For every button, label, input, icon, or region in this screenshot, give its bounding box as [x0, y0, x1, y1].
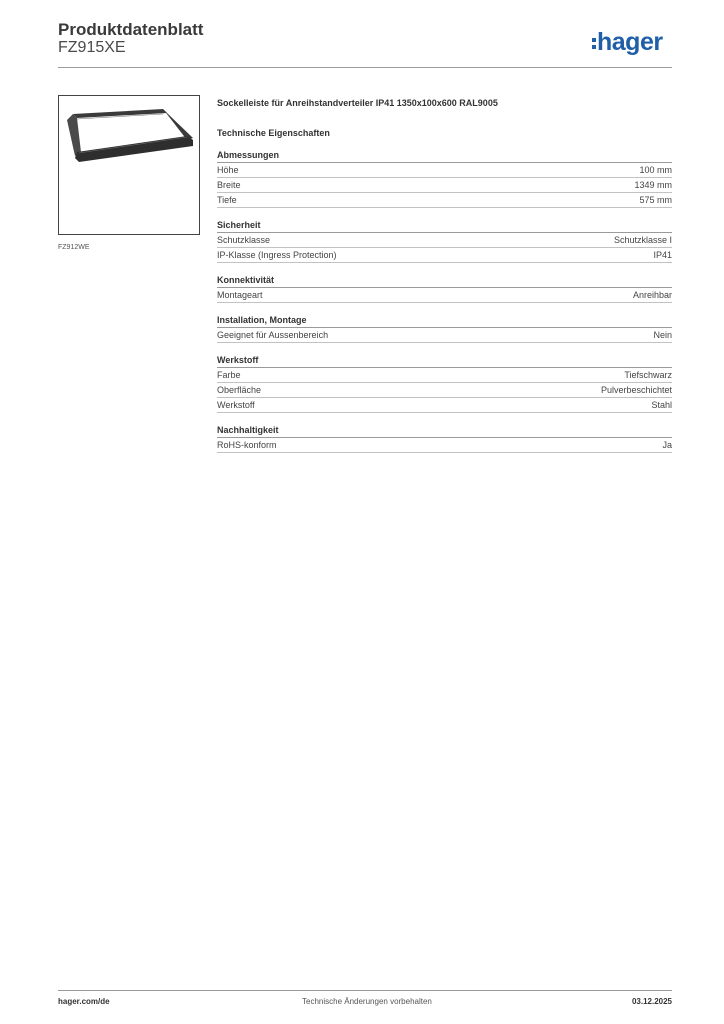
spec-label: Schutzklasse: [217, 235, 271, 245]
logo-dots-icon: [592, 35, 596, 52]
spec-row: [217, 383, 672, 398]
spec-label: RoHS-konform: [217, 440, 277, 450]
spec-group: [217, 219, 672, 263]
spec-content: [217, 96, 672, 464]
spec-group: [217, 314, 672, 343]
product-image: [58, 95, 200, 235]
spec-row: [217, 368, 672, 383]
spec-value: Ja: [662, 440, 672, 450]
footer-website: hager.com/de: [58, 997, 110, 1006]
spec-row: [217, 233, 672, 248]
brand-logo: [592, 28, 663, 57]
spec-value: Nein: [653, 330, 672, 340]
spec-label: Geeignet für Aussenbereich: [217, 330, 329, 340]
spec-group-title: Installation, Montage: [217, 314, 672, 328]
logo-text: hager: [597, 28, 663, 56]
spec-group-title: Konnektivität: [217, 274, 672, 288]
footer-divider: [58, 990, 672, 991]
spec-label: Höhe: [217, 165, 239, 175]
spec-row: [217, 178, 672, 193]
header-divider: [58, 67, 672, 68]
spec-label: IP-Klasse (Ingress Protection): [217, 250, 337, 260]
spec-label: Oberfläche: [217, 385, 262, 395]
spec-label: Farbe: [217, 370, 241, 380]
spec-group-title: Werkstoff: [217, 354, 672, 368]
spec-value: IP41: [653, 250, 672, 260]
spec-row: [217, 438, 672, 453]
spec-value: Tiefschwarz: [624, 370, 672, 380]
spec-value: Stahl: [651, 400, 672, 410]
spec-group-title: Nachhaltigkeit: [217, 424, 672, 438]
spec-row: [217, 398, 672, 413]
spec-group-title: Abmessungen: [217, 149, 672, 163]
spec-group: [217, 274, 672, 303]
spec-group: [217, 424, 672, 453]
spec-value: Pulverbeschichtet: [600, 385, 672, 395]
spec-value: Schutzklasse I: [613, 235, 672, 245]
spec-label: Breite: [217, 180, 241, 190]
page-title: Produktdatenblatt: [58, 20, 204, 39]
spec-row: [217, 193, 672, 208]
spec-row: [217, 288, 672, 303]
product-description: Sockelleiste für Anreihstandverteiler IP41 1350x100x600 RAL9005: [217, 98, 498, 108]
spec-value: Anreihbar: [632, 290, 672, 300]
spec-group: [217, 149, 672, 208]
spec-value: 575 mm: [639, 195, 672, 205]
footer-date: 03.12.2025: [631, 997, 672, 1006]
spec-label: Montageart: [217, 290, 263, 300]
footer-note: Technische Änderungen vorbehalten: [302, 997, 432, 1006]
spec-label: Werkstoff: [217, 400, 255, 410]
spec-group: [217, 354, 672, 413]
spec-label: Tiefe: [217, 195, 237, 205]
spec-value: 100 mm: [639, 165, 672, 175]
section-heading: Technische Eigenschaften: [217, 128, 330, 138]
spec-groups: [217, 149, 672, 453]
spec-group-title: Sicherheit: [217, 219, 672, 233]
spec-row: [217, 163, 672, 178]
spec-row: [217, 328, 672, 343]
product-code: FZ915XE: [58, 39, 126, 56]
spec-value: 1349 mm: [634, 180, 672, 190]
plinth-frame-icon: [59, 96, 199, 234]
image-caption: FZ912WE: [58, 244, 90, 251]
spec-row: [217, 248, 672, 263]
